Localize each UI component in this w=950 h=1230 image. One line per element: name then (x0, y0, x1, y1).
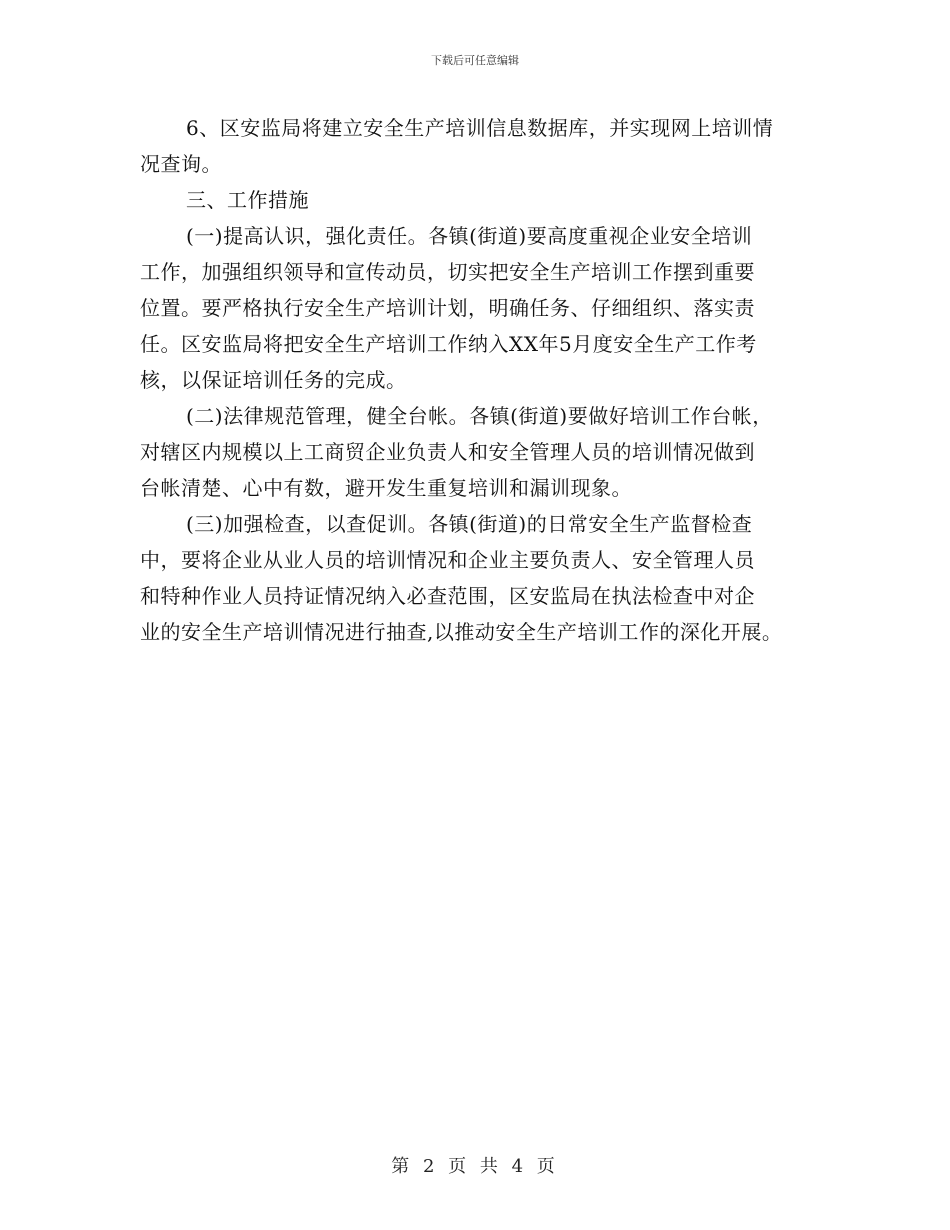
section-heading: 三、工作措施 (186, 188, 309, 212)
paragraph-line: 和特种作业人员持证情况纳入必查范围，区安监局在执法检查中对企 (140, 584, 755, 608)
paragraph-line: (二)法律规范管理，健全台帐。各镇(街道)要做好培训工作台帐， (186, 404, 773, 428)
paragraph-line: 6、区安监局将建立安全生产培训信息数据库，并实现网上培训情 (186, 116, 774, 140)
paragraph-line: 台帐清楚、心中有数，避开发生重复培训和漏训现象。 (140, 476, 632, 500)
paragraph-line: 对辖区内规模以上工商贸企业负责人和安全管理人员的培训情况做到 (140, 440, 755, 464)
page-number: 第 2 页 共 4 页 (391, 1156, 559, 1177)
document-body (140, 110, 830, 650)
paragraph-line: 位置。要严格执行安全生产培训计划，明确任务、仔细组织、落实责 (140, 296, 755, 320)
paragraph-line: 核，以保证培训任务的完成。 (140, 368, 407, 392)
paragraph-line: 任。区安监局将把安全生产培训工作纳入XX年5月度安全生产工作考 (140, 332, 757, 356)
paragraph-line: (三)加强检查，以查促训。各镇(街道)的日常安全生产监督检查 (186, 512, 753, 536)
paragraph-line: 业的安全生产培训情况进行抽查,以推动安全生产培训工作的深化开展。 (140, 620, 783, 644)
paragraph-line: 中，要将企业从业人员的培训情况和企业主要负责人、安全管理人员 (140, 548, 755, 572)
paragraph-line: (一)提高认识，强化责任。各镇(街道)要高度重视企业安全培训 (186, 224, 753, 248)
page-header: 下载后可任意编辑 (431, 54, 519, 67)
paragraph-line: 工作，加强组织领导和宣传动员，切实把安全生产培训工作摆到重要 (140, 260, 755, 284)
paragraph-line: 况查询。 (140, 152, 222, 176)
